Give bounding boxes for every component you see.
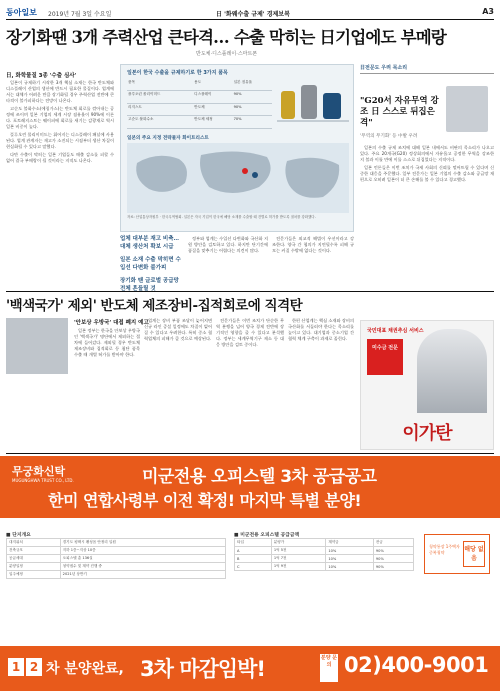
- phase-number-boxes: [8, 656, 44, 676]
- headline-byline: 반도체·디스플레이·스마트폰: [196, 51, 258, 57]
- table-cell: 입주예정: [7, 571, 61, 579]
- company-logo-english: MUGUNGHWA TRUST CO., LTD.: [12, 478, 74, 483]
- price-overview: [234, 531, 414, 571]
- table-cell: 고순도 불화수소: [127, 116, 193, 129]
- table-row: [235, 547, 414, 555]
- table-row: [235, 539, 414, 547]
- story2-column-2: [144, 318, 212, 450]
- map-title: 일본의 주요 지정 전략물자 화이트리스트: [127, 136, 209, 141]
- story2-column-4: [288, 318, 354, 450]
- table-cell: A: [235, 547, 272, 555]
- advertisement-banner[interactable]: [0, 456, 500, 691]
- table-cell: 지하 1층~지상 10층: [60, 547, 225, 555]
- page-number: A3: [482, 7, 494, 16]
- table-cell: 분양일정: [7, 563, 61, 571]
- ad-header-band: [0, 456, 500, 518]
- sold-out-text: 차 분양완료,: [46, 661, 124, 677]
- infographic-note: 자료: 산업통상자원부 · 한국무역협회. 일본은 자국 기업이 한국에 해당 소재를 수출할 때 건별로 허가를 받도록 절차를 강화했다.: [127, 215, 316, 219]
- paragraph: 일본 정부는 한국을 안보상 우방국인 '백색국가' 명단에서 제외하는 절차에 들어갔다. 제외될 경우 반도체 제조장비와 집적회로 등 첨단 품목 수출 때 개별 허가를 받아야 한다.: [74, 328, 140, 358]
- table-cell: 디스플레이: [193, 91, 232, 104]
- table-cell: 품목: [127, 79, 193, 91]
- table-cell: 90%: [373, 563, 413, 571]
- complex-overview: [6, 531, 226, 579]
- paragraph: 플루오린 폴리이미드는 휘어지는 디스플레이 패널에 사용된다. 업계 관계자는 재고가 소진되는 시점부터 생산 차질이 현실화될 수 있다고 말했다.: [6, 131, 114, 149]
- eligibility-seal: [424, 534, 490, 574]
- paragraph: 일본 언론들은 이번 조치가 국제 사회의 신뢰를 떨어뜨릴 수 있다며 신중한 대응을 주문했다. 일부 전문가는 일본 기업의 수출 감소와 공급망 재편으로 오히려 일본이 더 큰 손해를 볼 수 있다고 경고했다.: [360, 164, 494, 182]
- pull-quote: 장기화 땐 글로벌 공급망 전체 흔들릴 것: [120, 278, 179, 292]
- sidebar-header: [360, 64, 494, 74]
- issue-date: 2019년 7월 3일 수요일: [48, 11, 112, 18]
- table-cell: 1억 7천: [271, 555, 325, 563]
- company-logo: 무궁화신탁: [12, 465, 66, 478]
- story1-column-2: [188, 236, 268, 288]
- table-cell: 용도: [193, 79, 232, 91]
- table-cell: 반도체: [193, 103, 232, 116]
- closing-soon-text: 3차 마감임박!: [140, 657, 265, 681]
- section-title: 日 '화웨수출 규제' 경제보복: [216, 11, 290, 18]
- table-row: [7, 547, 226, 555]
- ad-title: 미군전용 오피스텔 3차 공급공고: [142, 467, 377, 487]
- story2-lead: '안보상 우방국' 대접 폐지 예고: [74, 320, 149, 326]
- table-cell: 70%: [233, 116, 272, 129]
- ad-subtitle: 한미 연합사령부 이전 확정! 마지막 특별 분양!: [48, 491, 362, 510]
- paragraph: 한편 산업계는 핵심 소재와 장비의 국산화를 서둘러야 한다는 목소리를 높이고 있다. 대기업과 중소기업 간 협력 체계 구축이 과제로 꼽힌다.: [288, 318, 354, 342]
- story1-column-1: [6, 80, 114, 288]
- section-divider: [6, 291, 494, 292]
- table-cell: 10%: [326, 563, 374, 571]
- table-cell: 2021년 상반기: [60, 571, 225, 579]
- newspaper-brand: 동아일보: [6, 8, 37, 17]
- infographic-title: 일본이 한국 수출을 규제하기로 한 3가지 품목: [127, 70, 228, 76]
- container-3: [323, 93, 341, 119]
- seal-stamp: 해당 없음: [463, 541, 485, 567]
- table-row: [235, 555, 414, 563]
- sidebar-label: 日전문도: [360, 65, 380, 71]
- table-cell: 건축규모: [7, 547, 61, 555]
- table-row: [127, 79, 272, 91]
- price-title: ■ 미군전용 오피스텔 공급금액: [234, 533, 300, 538]
- lead-subhead: 日, 화학물질 3종 '수출 심사': [6, 73, 77, 79]
- table-cell: 1억 9천: [271, 563, 325, 571]
- table-cell: 일본 점유율: [233, 79, 272, 91]
- pull-quote: 업체 대부분 재고 비축… 대체 생산처 확보 시급: [120, 236, 180, 250]
- table-cell: 분양가: [271, 539, 325, 547]
- section-divider: [6, 453, 494, 454]
- second-headline: '백색국가' 제외' 반도체 제조장비-집적회로에 직격탄: [6, 298, 303, 314]
- map-marker: [242, 168, 248, 174]
- chemical-containers-illustration: [277, 77, 349, 127]
- story2-column-3: [216, 318, 284, 450]
- material-table: [127, 79, 272, 129]
- map-marker: [252, 172, 258, 178]
- table-cell: 공급세대: [7, 555, 61, 563]
- world-map-graphic: [127, 143, 349, 213]
- table-cell: B: [235, 555, 272, 563]
- pull-quotes: [120, 236, 184, 299]
- table-cell: 90%: [373, 555, 413, 563]
- table-row: [127, 116, 272, 129]
- pull-quote: 일본 소재 수출 막히면 수입선 다변화 불가피: [120, 257, 181, 271]
- spokesperson-photo: [417, 329, 487, 413]
- ad-tagline: 국민대표 채권추심 서비스: [367, 328, 424, 334]
- masthead: [6, 6, 494, 20]
- table-cell: 10%: [326, 555, 374, 563]
- ad-badge: 미수금 전문: [367, 339, 403, 375]
- table-cell: 청약접수 및 계약 진행 중: [60, 563, 225, 571]
- sidebar-label-2: 우려 목소리: [381, 65, 408, 71]
- phase-number: 2: [26, 658, 42, 676]
- container-2: [301, 85, 317, 119]
- sidebar-subtitle: '무역의 무기화' 등 中발 우려: [360, 134, 418, 139]
- table-row: [127, 91, 272, 104]
- portrait-photo: [446, 86, 488, 132]
- ad-details: [6, 524, 494, 642]
- paragraph: 일본의 수출 규제 조치에 대해 일본 내에서도 비판의 목소리가 나오고 있다. 주요 20개국(G20) 정상회의에서 자유롭고 공정한 무역을 강조한 지 불과 이틀 만에 이를 스스로 뒤집었다는 지적이다.: [360, 145, 494, 163]
- overview-title: ■ 단지개요: [6, 533, 31, 538]
- table-row: [7, 571, 226, 579]
- table-cell: 경기도 평택시 팽성읍 안정리 일원: [60, 539, 225, 547]
- table-cell: 90%: [233, 91, 272, 104]
- paragraph: 업계는 장비 부품 조달이 늦어지면 신규 라인 증설 일정에도 차질이 빚어질 수 있다고 우려한다. 특히 중소 협력업체의 피해가 클 것으로 예상된다.: [144, 318, 212, 342]
- main-headline: 장기화땐 3개 주력산업 큰타격… 수출 막히는 日기업에도 부메랑: [6, 28, 447, 47]
- table-row: [7, 555, 226, 563]
- sidebar-article: [360, 64, 494, 288]
- table-cell: 90%: [233, 103, 272, 116]
- table-cell: 플루오린 폴리이미드: [127, 91, 193, 104]
- table-row: [7, 539, 226, 547]
- story2-column-1: [74, 328, 140, 450]
- table-cell: 잔금: [373, 539, 413, 547]
- table-cell: 10%: [326, 547, 374, 555]
- table-row: [7, 563, 226, 571]
- table-cell: 90%: [373, 547, 413, 555]
- inquiry-tag: 분양 문의: [320, 654, 338, 682]
- table-cell: 1억 5천: [271, 547, 325, 555]
- ad-footer-band: [0, 646, 500, 691]
- seal-label: 청약통장 1주택자 중복청약: [429, 544, 460, 555]
- paragraph: 전문가들은 이번 조치가 단순한 무역 분쟁을 넘어 양국 경제 전반에 장기적인 영향을 줄 수 있다고 분석했다. 정부는 세계무역기구 제소 등 대응 방안을 검토 중이다.: [216, 318, 284, 348]
- table-cell: 계약금: [326, 539, 374, 547]
- paragraph: 다만 수출이 막히는 일본 기업들도 매출 감소를 피할 수 없어 결국 부메랑이 될 것이라는 지적도 나온다.: [6, 151, 114, 163]
- paragraph: 고순도 불화수소(에칭가스)는 반도체 회로를 깎아내는 공정에 쓰이며 일본 기업의 세계 시장 점유율이 90%에 이른다. 포토레지스트는 웨이퍼에 회로를 새기는 감광재로 역시 일본 비중이 높다.: [6, 105, 114, 130]
- table-cell: C: [235, 563, 272, 571]
- paragraph: 전문가들은 외교적 해법이 우선이라고 강조한다. 양국 간 협의가 지연될수록 피해 규모는 커질 수밖에 없다는 것이다.: [272, 236, 354, 254]
- sidebar-title: "G20서 자유무역 강조 日 스스로 뒤집은 격": [360, 96, 439, 128]
- container-1: [281, 91, 295, 119]
- phone-number-link[interactable]: 02)400-9001: [344, 653, 489, 677]
- paragraph: 정부와 업계는 수입선 다변화와 국산화 지원 방안을 검토하고 있다. 하지만 단기간에 품질을 맞추기는 어렵다는 의견이 많다.: [188, 236, 268, 254]
- table-cell: 타입: [235, 539, 272, 547]
- article-photo: [6, 318, 68, 374]
- table-row: [127, 103, 272, 116]
- price-table: [234, 538, 414, 571]
- table-row: [235, 563, 414, 571]
- infographic-box: [120, 64, 354, 232]
- ad-brand-name: 이가탄: [402, 423, 452, 444]
- overview-table: [6, 538, 226, 579]
- table-cell: 오피스텔 총 136실: [60, 555, 225, 563]
- table-cell: 리지스트: [127, 103, 193, 116]
- paragraph: 일본이 규제하기 시작한 3개 핵심 소재는 한국 반도체와 디스플레이 산업의 생산에 반드시 필요한 물질이다. 업계에서는 대체가 어려운 만큼 장기화될 경우 주력산업 전반에 큰 타격이 불가피하다는 전망이 나온다.: [6, 80, 114, 104]
- phase-number: 1: [8, 658, 24, 676]
- table-cell: 대지위치: [7, 539, 61, 547]
- table-cell: 반도체 세정: [193, 116, 232, 129]
- sidebar-body: [360, 145, 494, 295]
- advertisement-small[interactable]: [360, 320, 494, 450]
- story1-column-3: [272, 236, 354, 288]
